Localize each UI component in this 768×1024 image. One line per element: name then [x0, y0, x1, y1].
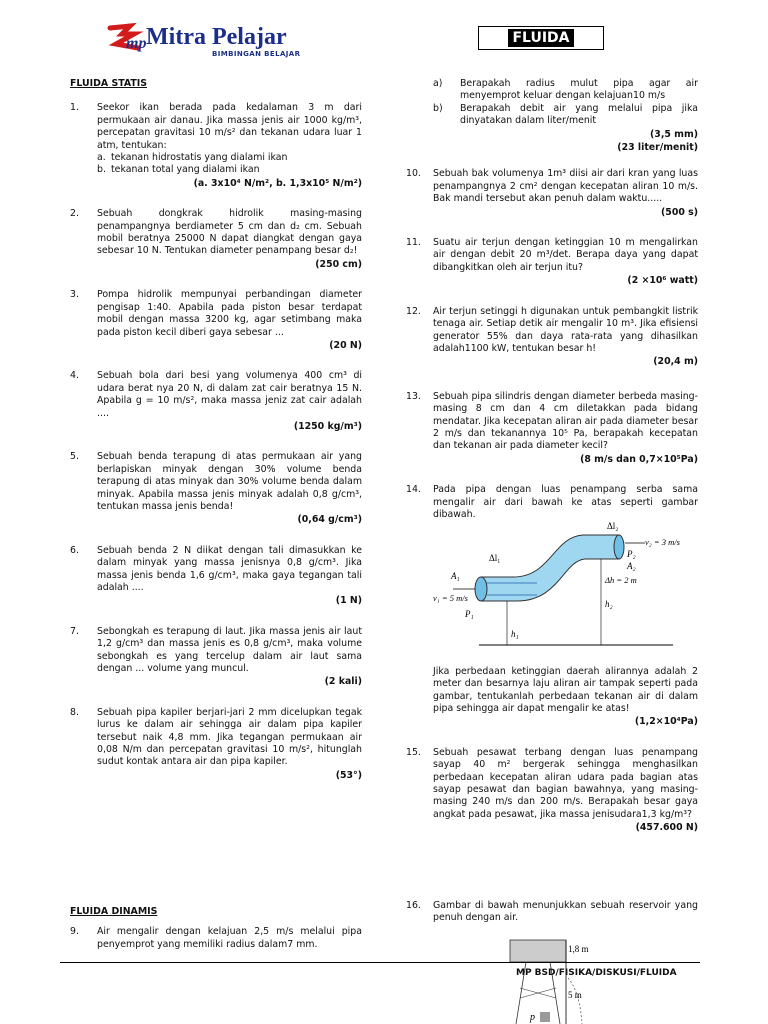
- answer: (3,5 mm): [650, 128, 698, 140]
- problem-number: 5.: [70, 451, 79, 463]
- problem-text: Sebuah benda terapung di atas permukaan air yang berlapiskan minyak dengan 30% volume benda terapung di atas minyak dan 30% volume benda dalam minyak. Apabila massa jenis minyak adalah 0,8 g/cm³, tentukan massa jenis benda!: [97, 451, 362, 512]
- problem-text: Sebuah pipa kapiler berjari-jari 2 mm dicelupkan tegak lurus ke dalam air sehingga air dalam pipa kapiler tersebut naik 4,8 mm. Jika tegangan permukaan air 0,08 N/m dan percepatan gravitasi 10 m/s², hitunglah sudut kontak antara air dan pipa kapiler.: [97, 706, 362, 768]
- fig-label-A1: A₁: [451, 571, 460, 582]
- problem-number: 16.: [406, 900, 421, 911]
- problem-number: 8.: [70, 706, 79, 718]
- answer: (1 N): [335, 595, 362, 607]
- problem-number: 4.: [70, 370, 79, 382]
- problem-4: [70, 370, 362, 433]
- brand-logo: [104, 22, 314, 62]
- answer: (500 s): [661, 206, 698, 218]
- svg-text:mp: mp: [126, 35, 147, 52]
- res-label-top: 1,8 m: [568, 944, 589, 954]
- problem-number: 11.: [406, 237, 421, 249]
- problem-11: [406, 237, 698, 288]
- problem-2: [70, 208, 362, 271]
- logo-text: Mitra Pelajar: [146, 24, 287, 50]
- problem-text: Suatu air terjun dengan ketinggian 10 m mengalirkan air dengan debit 20 m³/det. Berapa daya yang dapat dibangkitkan oleh air terjun itu?: [433, 237, 698, 273]
- problem-text: Air terjun setinggi h digunakan untuk pembangkit listrik tenaga air. Setiap detik air mengalir 10 m³. Jika efisiensi generator 55% dan daya rata-rata yang dihasilkan adalah1100 kW, tentukan besar h!: [433, 305, 698, 354]
- problem-number: 14.: [406, 484, 421, 496]
- problem-text: Sebuah dongkrak hidrolik masing-masing penampangnya berdiameter 5 cm dan d₂ cm. Sebuah mobil beratnya 25000 N dapat diangkat dengan gaya sebesar 10 N. Tentukan diameter penampang besar d₂!: [97, 208, 362, 257]
- answer: (2 ×10⁶ watt): [627, 275, 698, 287]
- problem-1: [70, 102, 362, 190]
- fig-label-P2: P₂: [627, 549, 636, 560]
- answer: (250 cm): [315, 258, 362, 270]
- problem-7: [70, 626, 362, 689]
- logo-subtitle: BIMBINGAN BELAJAR: [212, 50, 301, 58]
- problem-16: [406, 900, 698, 925]
- problem-9: [70, 926, 362, 951]
- answer: (8 m/s dan 0,7×10⁵Pa): [580, 453, 698, 465]
- problem-12: [406, 306, 698, 369]
- problem-text: Sebuah benda 2 N diikat dengan tali dimasukkan ke dalam minyak yang massa jenisnya 0,8 g/cm³. Jika massa jenis benda 1,6 g/cm³, maka gaya tegangan tali adalah ....: [97, 544, 362, 593]
- problem-8: [70, 707, 362, 782]
- fig-label-P1: P₁: [465, 609, 474, 620]
- right-column-bottom: [406, 900, 698, 929]
- problem-text: Sebuah pipa silindris dengan diameter berbeda masing-masing 8 cm dan 4 cm diletakkan pada bidang mendatar. Jika kecepatan aliran air pada diameter besar 2 m/s dan tekanannya 10⁵ Pa, berapakah kecepatan dan tekanan air pada diameter kecil?: [433, 390, 698, 452]
- problem-text: Gambar di bawah menunjukkan sebuah reservoir yang penuh dengan air.: [433, 900, 698, 924]
- section-title-dinamis: FLUIDA DINAMIS: [70, 906, 158, 917]
- footer-text: MP BSD/FISIKA/DISKUSI/FLUIDA: [516, 968, 677, 978]
- problem-number: 7.: [70, 625, 79, 637]
- answer: (a. 3x10⁴ N/m², b. 1,3x10⁵ N/m²): [193, 177, 362, 189]
- topic-title: FLUIDA: [508, 29, 573, 47]
- answer: (1250 kg/m³): [293, 420, 362, 432]
- logo-swoosh-icon: [104, 22, 148, 58]
- answer: (20,4 m): [653, 356, 698, 368]
- problem-text: Sebuah pesawat terbang dengan luas penampang sayap 40 m² bergerak sehingga menghasilkan perbedaan kecepatan aliran udara pada bagian atas sayap pesawat dan bagian bawahnya, yang masing-masing 240 m/s dan 200 m/s. Berapakah besar gaya angkat pada pesawat, jika massa jenisudara1,3 kg/m³?: [433, 746, 698, 820]
- problem-text-after: Jika perbedaan ketinggian daerah alirannya adalah 2 meter dan besarnya laju aliran air tampak seperti pada gambar, tentukanlah perbedaan tekanan air di dalam pipa sehingga air dapat mengalir ke atas!: [433, 665, 698, 714]
- answer: (457.600 N): [635, 822, 698, 834]
- problem-text: Pada pipa dengan luas penampang serba sama mengalir air dari bawah ke atas seperti gambar dibawah.: [433, 484, 698, 520]
- fig-label-dh: Δh = 2 m: [605, 575, 637, 586]
- problem-14: [406, 484, 698, 729]
- sub-item: a. tekanan hidrostatis yang dialami ikan: [97, 152, 288, 164]
- fig-label-dl1: Δl₁: [489, 553, 501, 564]
- problem-5: [70, 451, 362, 526]
- sub-item: a) Berapakah radius mulut pipa agar air menyemprot keluar dengan kelajuan10 m/s: [433, 78, 698, 102]
- problem-text: Sebuah bola dari besi yang volumenya 400 cm³ di udara berat nya 20 N, di dalam zat cair beratnya 15 N. Apabila g = 10 m/s², maka massa jeniz zat cair adalah ....: [97, 370, 362, 419]
- section-title-statis: FLUIDA STATIS: [70, 78, 148, 89]
- fig-label-h2: h₂: [605, 599, 613, 610]
- problem-text: Sebongkah es terapung di laut. Jika massa jenis air laut 1,2 g/cm³ dan massa jenis es 0,8 g/cm³, maka volume sebongkah es yang tercelup dalam air laut sama dengan ... volume yang muncul.: [97, 625, 362, 675]
- answer: (23 liter/menit): [617, 142, 698, 154]
- problem-number: 2.: [70, 208, 79, 220]
- answer: (53°): [335, 769, 362, 781]
- fig-label-dl2: Δl₂: [607, 521, 619, 532]
- problem-3: [70, 289, 362, 352]
- fig-label-v2: v₂ = 3 m/s: [645, 537, 680, 548]
- fig-label-v1: v₁ = 5 m/s: [433, 593, 468, 604]
- answer: (20 N): [329, 339, 362, 351]
- problem-text: Pompa hidrolik mempunyai perbandingan diameter pengisap 1:40. Apabila pada piston besar terdapat mobil dengan massa 3200 kg, agar setimbang maka pada piston kecil diberi gaya sebesar ...: [97, 289, 362, 338]
- fig-label-A2: A₂: [627, 561, 636, 572]
- problem-number: 15.: [406, 746, 421, 758]
- problem-13: [406, 391, 698, 466]
- problem-10: [406, 168, 698, 219]
- problem-number: 10.: [406, 168, 421, 180]
- problem-number: 1.: [70, 102, 79, 114]
- answer: (2 kali): [324, 676, 362, 688]
- res-label-p: p: [530, 1012, 535, 1023]
- answer: (0,64 g/cm³): [297, 514, 362, 526]
- pipe-flow-diagram: [433, 521, 691, 657]
- answer: (1,2×10⁴Pa): [634, 716, 698, 728]
- sub-item: b) Berapakah debit air yang melalui pipa jika dinyatakan dalam liter/menit: [433, 102, 698, 127]
- problem-number: 9.: [70, 926, 79, 938]
- problem-text: Seekor ikan berada pada kedalaman 3 m dari permukaan air danau. Jika massa jenis air 1000 kg/m³, percepatan gravitasi 10 m/s² dan tekanan udara luar 1 atm, tentukan:: [97, 102, 362, 151]
- problem-6: [70, 545, 362, 608]
- topic-box: [478, 26, 604, 50]
- footer-divider: [60, 962, 700, 963]
- res-label-mid: 5 m: [568, 990, 582, 1000]
- reservoir-diagram: [506, 938, 589, 1024]
- left-column-bottom: [70, 906, 362, 955]
- problem-number: 6.: [70, 544, 79, 556]
- right-column: [406, 78, 698, 839]
- problem-text: Air mengalir dengan kelajuan 2,5 m/s melalui pipa penyemprot yang memiliki radius dalam7 mm.: [97, 926, 362, 950]
- problem-15: [406, 747, 698, 835]
- problem-number: 3.: [70, 289, 79, 301]
- sub-item: b. tekanan total yang dialami ikan: [97, 164, 260, 176]
- left-column: [70, 78, 362, 786]
- fig-label-h1: h₁: [511, 629, 519, 640]
- problem-number: 12.: [406, 305, 421, 317]
- problem-text: Sebuah bak volumenya 1m³ diisi air dari kran yang luas penampangnya 2 cm² dengan kecepatan aliran 10 m/s. Bak mandi tersebut akan penuh dalam waktu.....: [433, 168, 698, 205]
- problem-number: 13.: [406, 390, 421, 402]
